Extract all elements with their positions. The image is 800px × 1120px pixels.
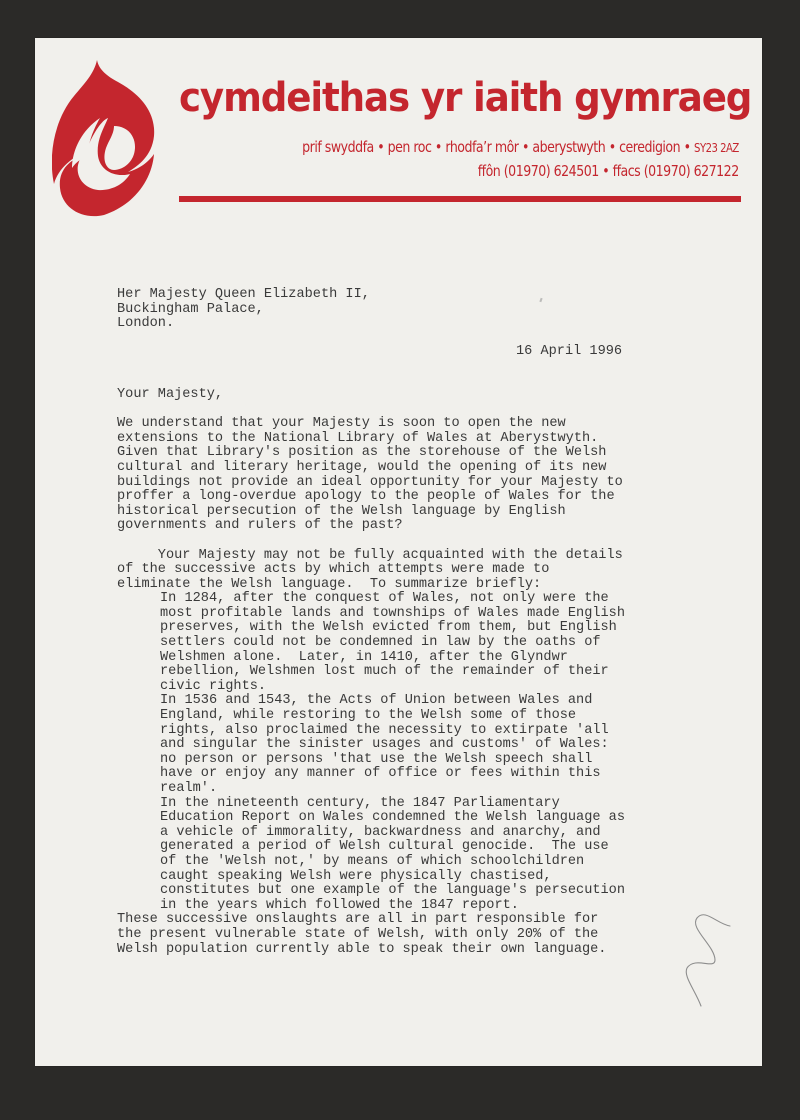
address-line (302, 138, 739, 157)
text-line: England, while restoring to the Welsh some of those (160, 708, 577, 724)
bullet-separator: • (599, 162, 613, 180)
text-line: settlers could not be condemned in law by the oaths of (160, 635, 601, 651)
recipient-line: London. (117, 316, 175, 332)
address-part: rhodfa’r môr (445, 138, 519, 156)
bullet-separator: • (605, 138, 620, 156)
recipient-line: Her Majesty Queen Elizabeth II, (117, 287, 370, 302)
text-line: of the successive acts by which attempts were made to (117, 562, 550, 578)
text-line: the present vulnerable state of Welsh, with only 20% of the (117, 926, 599, 942)
history-item-acts-of-union (117, 694, 717, 796)
fax-number: ffacs (01970) 627122 (612, 162, 739, 180)
salutation: Your Majesty, (117, 386, 224, 402)
text-line: constitutes but one example of the language's persecution (160, 883, 625, 899)
text-line: rebellion, Welshmen lost much of the remainder of their (160, 664, 609, 680)
address-part: pen roc (387, 138, 432, 156)
contact-line (478, 162, 739, 180)
phone-number: ffôn (01970) 624501 (477, 162, 600, 180)
address-part: prif swyddfa (302, 138, 374, 156)
letter-date: 16 April 1996 (516, 344, 623, 360)
text-line: Education Report on Wales condemned the Welsh language as (160, 810, 625, 826)
text-line: rights, also proclaimed the necessity to extirpate 'all (160, 722, 609, 738)
text-line: We understand that your Majesty is soon to open the new (117, 416, 566, 432)
bullet-separator: • (431, 138, 446, 156)
bullet-separator: • (518, 138, 533, 156)
text-line: in the years which followed the 1847 report. (160, 897, 519, 913)
text-line: realm'. (160, 781, 218, 796)
paragraph-1 (117, 417, 717, 534)
salutation-row (117, 388, 717, 403)
letter-body (117, 288, 717, 957)
text-line: In 1536 and 1543, the Acts of Union between Wales and (160, 693, 593, 709)
text-line: preserves, with the Welsh evicted from them, but English (160, 620, 617, 636)
text-line: generated a period of Welsh cultural genocide. The use (160, 839, 609, 855)
text-line: buildings not provide an ideal opportunity for your Majesty to (117, 474, 623, 490)
closing-text (117, 913, 717, 957)
text-line: eliminate the Welsh language. To summarize briefly: (117, 576, 542, 592)
text-line: Welsh population currently able to speak their own language. (117, 941, 607, 957)
text-line: have or enjoy any manner of office or fees within this (160, 766, 601, 782)
text-line: extensions to the National Library of Wales at Aberystwyth. (117, 430, 599, 446)
organization-name: cymdeithas yr iaith gymraeg (179, 75, 752, 121)
paragraph-2 (117, 549, 717, 958)
text-line: no person or persons 'that use the Welsh speech shall (160, 751, 593, 767)
text-line: cultural and literary heritage, would the opening of its new (117, 459, 607, 475)
recipient-line: Buckingham Palace, (117, 301, 264, 317)
text-line: most profitable lands and townships of Wales made English (160, 605, 625, 621)
history-item-1284 (117, 592, 717, 694)
text-line: Welshmen alone. Later, in 1410, after the Glyndwr (160, 649, 568, 665)
text-line: proffer a long-overdue apology to the people of Wales for the (117, 489, 615, 505)
text-line: governments and rulers of the past? (117, 518, 403, 534)
text-line: These successive onslaughts are all in part responsible for (117, 912, 599, 928)
letter-date-row (117, 345, 717, 360)
text-line: historical persecution of the Welsh language by English (117, 503, 566, 519)
text-line: Given that Library's position as the storehouse of the Welsh (117, 445, 607, 461)
flame-logo-icon (52, 60, 156, 217)
text-line: Your Majesty may not be fully acquainted with the details (117, 547, 623, 563)
text-line: caught speaking Welsh were physically chastised, (160, 868, 552, 884)
text-line: a vehicle of immorality, backwardness and anarchy, and (160, 824, 601, 840)
pencil-mark-icon (675, 898, 745, 1008)
text-line: In 1284, after the conquest of Wales, not only were the (160, 591, 609, 607)
letter-page (35, 38, 762, 1066)
address-part: aberystwyth (532, 138, 606, 156)
address-part: ceredigion (619, 138, 681, 156)
text-line: of the 'Welsh not,' by means of which schoolchildren (160, 853, 585, 869)
bullet-separator: • (680, 138, 695, 156)
recipient-address (117, 288, 717, 332)
history-item-1847 (117, 797, 717, 914)
text-line: and singular the sinister usages and customs' of Wales: (160, 737, 609, 753)
text-line: civic rights. (160, 678, 267, 694)
text-line: In the nineteenth century, the 1847 Parliamentary (160, 795, 560, 811)
bullet-separator: • (373, 138, 388, 156)
postcode: SY23 2AZ (694, 141, 739, 155)
letterhead-rule (179, 196, 741, 202)
